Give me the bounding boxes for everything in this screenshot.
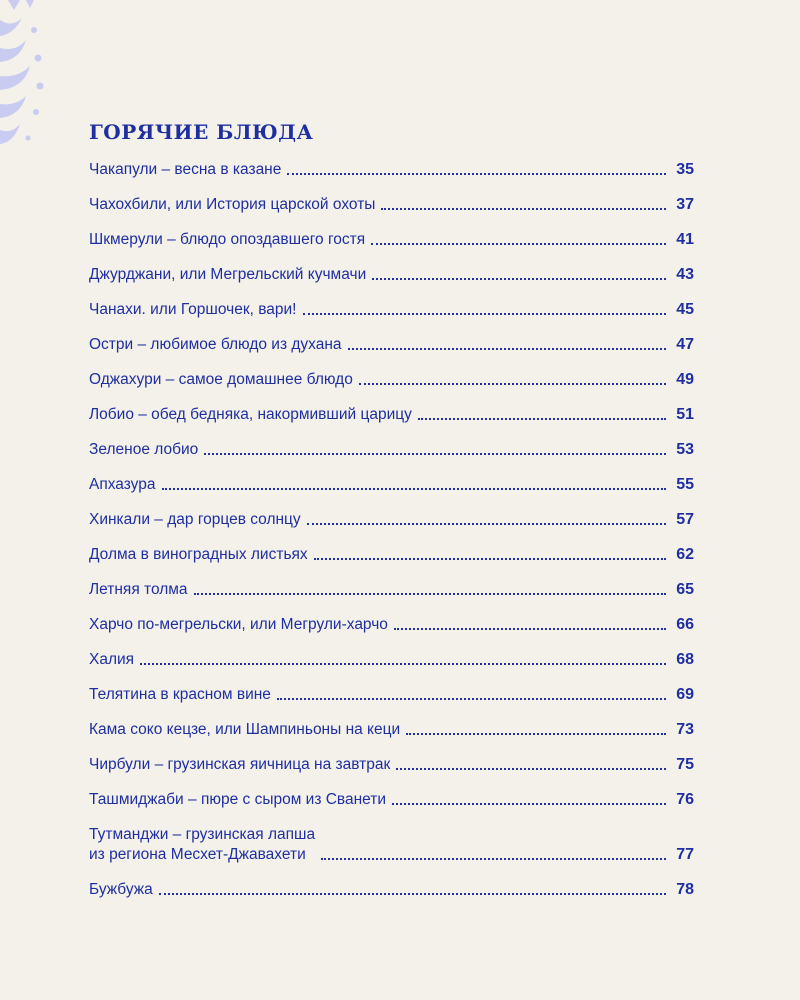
toc-entry[interactable]	[89, 265, 694, 285]
toc-entry[interactable]	[89, 475, 694, 495]
toc-entry[interactable]	[89, 790, 694, 810]
dot-leader	[372, 278, 666, 280]
entry-title: Чирбули – грузинская яичница на завтрак	[89, 756, 391, 773]
entry-title: Зеленое лобио	[89, 441, 199, 458]
entry-title: Чакапули – весна в казане	[89, 161, 282, 178]
dot-leader	[194, 593, 666, 595]
table-of-contents	[89, 118, 694, 915]
entry-title: Долма в виноградных листьях	[89, 546, 308, 563]
entry-page-number: 66	[676, 616, 694, 633]
entry-title: Летняя толма	[89, 581, 188, 598]
entry-page-number: 41	[676, 231, 694, 248]
toc-entry[interactable]	[89, 685, 694, 705]
section-title: ГОРЯЧИЕ БЛЮДА	[89, 120, 314, 144]
entry-title: Телятина в красном вине	[89, 686, 271, 703]
dot-leader	[392, 803, 666, 805]
toc-entry[interactable]	[89, 615, 694, 635]
entry-title: Бужбужа	[89, 881, 153, 898]
entry-page-number: 76	[676, 791, 694, 808]
toc-entry[interactable]	[89, 195, 694, 215]
dot-leader	[287, 173, 666, 175]
entry-title: Тутманджи – грузинская лапша из региона Месхет-Джавахети	[89, 826, 316, 863]
entry-page-number: 53	[676, 441, 694, 458]
dot-leader	[321, 858, 666, 860]
dot-leader	[303, 313, 667, 315]
entry-page-number: 43	[676, 266, 694, 283]
toc-entry[interactable]	[89, 370, 694, 390]
entry-page-number: 49	[676, 371, 694, 388]
dot-leader	[381, 208, 666, 210]
dot-leader	[159, 893, 666, 895]
dot-leader	[140, 663, 666, 665]
toc-entry[interactable]	[89, 580, 694, 600]
entry-page-number: 55	[676, 476, 694, 493]
entry-page-number: 65	[676, 581, 694, 598]
toc-entry[interactable]	[89, 160, 694, 180]
entry-title: Ташмиджаби – пюре с сыром из Сванети	[89, 791, 387, 808]
toc-entries	[89, 160, 694, 900]
dot-leader	[406, 733, 666, 735]
entry-page-number: 68	[676, 651, 694, 668]
dot-leader	[277, 698, 666, 700]
entry-title: Джурджани, или Мегрельский кучмачи	[89, 266, 367, 283]
dot-leader	[204, 453, 666, 455]
toc-entry[interactable]	[89, 510, 694, 530]
entry-page-number: 45	[676, 301, 694, 318]
toc-entry[interactable]	[89, 300, 694, 320]
toc-entry[interactable]	[89, 230, 694, 250]
dot-leader	[371, 243, 666, 245]
entry-page-number: 35	[676, 161, 694, 178]
dot-leader	[359, 383, 666, 385]
dot-leader	[396, 768, 666, 770]
entry-title: Чахохбили, или История царской охоты	[89, 196, 376, 213]
toc-entry[interactable]	[89, 720, 694, 740]
dot-leader	[394, 628, 666, 630]
entry-title: Кама соко кецзе, или Шампиньоны на кеци	[89, 721, 401, 738]
entry-page-number: 47	[676, 336, 694, 353]
entry-page-number: 75	[676, 756, 694, 773]
entry-title: Лобио – обед бедняка, накормивший царицу	[89, 406, 412, 423]
dot-leader	[162, 488, 666, 490]
entry-page-number: 69	[676, 686, 694, 703]
toc-entry[interactable]	[89, 545, 694, 565]
folk-ornament-icon	[0, 0, 60, 170]
entry-page-number: 77	[676, 846, 694, 863]
toc-entry[interactable]	[89, 335, 694, 355]
dot-leader	[314, 558, 666, 560]
entry-title: Оджахури – самое домашнее блюдо	[89, 371, 353, 388]
dot-leader	[307, 523, 666, 525]
entry-page-number: 51	[676, 406, 694, 423]
entry-page-number: 62	[676, 546, 694, 563]
toc-entry[interactable]	[89, 825, 694, 865]
toc-entry[interactable]	[89, 755, 694, 775]
entry-page-number: 73	[676, 721, 694, 738]
entry-page-number: 57	[676, 511, 694, 528]
dot-leader	[418, 418, 666, 420]
entry-title: Харчо по-мегрельски, или Мегрули-харчо	[89, 616, 388, 633]
toc-entry[interactable]	[89, 650, 694, 670]
entry-page-number: 37	[676, 196, 694, 213]
entry-title: Остри – любимое блюдо из духана	[89, 336, 342, 353]
toc-entry[interactable]	[89, 880, 694, 900]
entry-page-number: 78	[676, 881, 694, 898]
entry-title: Хинкали – дар горцев солнцу	[89, 511, 301, 528]
dot-leader	[348, 348, 666, 350]
toc-entry[interactable]	[89, 405, 694, 425]
entry-title: Шкмерули – блюдо опоздавшего гостя	[89, 231, 366, 248]
entry-title: Чанахи. или Горшочек, вари!	[89, 301, 297, 318]
toc-entry[interactable]	[89, 440, 694, 460]
entry-title: Апхазура	[89, 476, 156, 493]
entry-title: Халия	[89, 651, 135, 668]
